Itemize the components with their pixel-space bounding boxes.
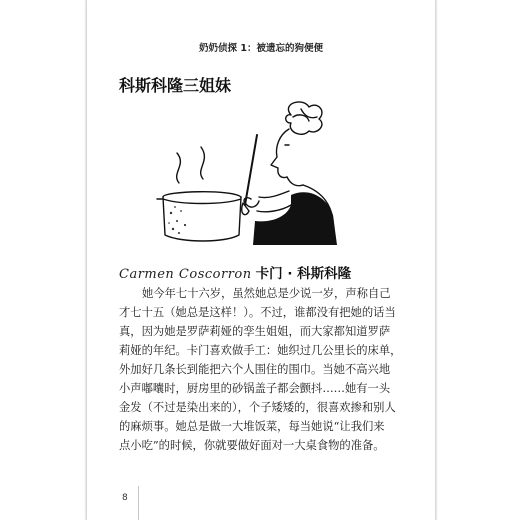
page-edge: [86, 0, 87, 520]
text-line: 才七十五（她总是这样！）。不过，谁都没有把她的话当: [119, 306, 396, 319]
running-head: 奶奶侦探 1：被遗忘的狗便便: [199, 43, 323, 54]
woman-stirring-pot-drawing-icon: [141, 95, 341, 245]
gutter-line: [138, 486, 139, 520]
text-line: 真，因为她是罗萨莉娅的孪生姐姐，而大家都知道罗萨: [119, 325, 391, 338]
text-line: 的麻烦事。她总是做一大堆饭菜，每当她说“让我们来: [119, 420, 385, 433]
text-line: 小声嘟囔时，厨房里的砂锅盖子都会颤抖……她有一头: [119, 382, 391, 395]
text-line: 金发（不过是染出来的），个子矮矮的，很喜欢掺和别人: [119, 401, 396, 414]
character-heading: [119, 262, 351, 282]
book-page: [86, 0, 436, 520]
text-line: 她今年七十六岁，虽然她总是少说一岁，声称自己: [142, 287, 391, 300]
chapter-title: 科斯科隆三姐妹: [119, 76, 232, 95]
text-line: 外加好几条长到能把六个人围住的围巾。当她不高兴地: [119, 363, 391, 376]
page-edge: [435, 0, 436, 520]
text-line: 莉娅的年纪。卡门喜欢做手工：她织过几公里长的床单，: [119, 344, 402, 357]
character-name: 卡门 · 科斯科隆: [255, 266, 352, 282]
page-number: 8: [122, 493, 128, 503]
signature: Carmen Coscorron: [119, 267, 252, 282]
text-line: 点小吃”的时候，你就要做好面对一大桌食物的准备。: [119, 439, 385, 452]
body-paragraph: [119, 284, 404, 455]
